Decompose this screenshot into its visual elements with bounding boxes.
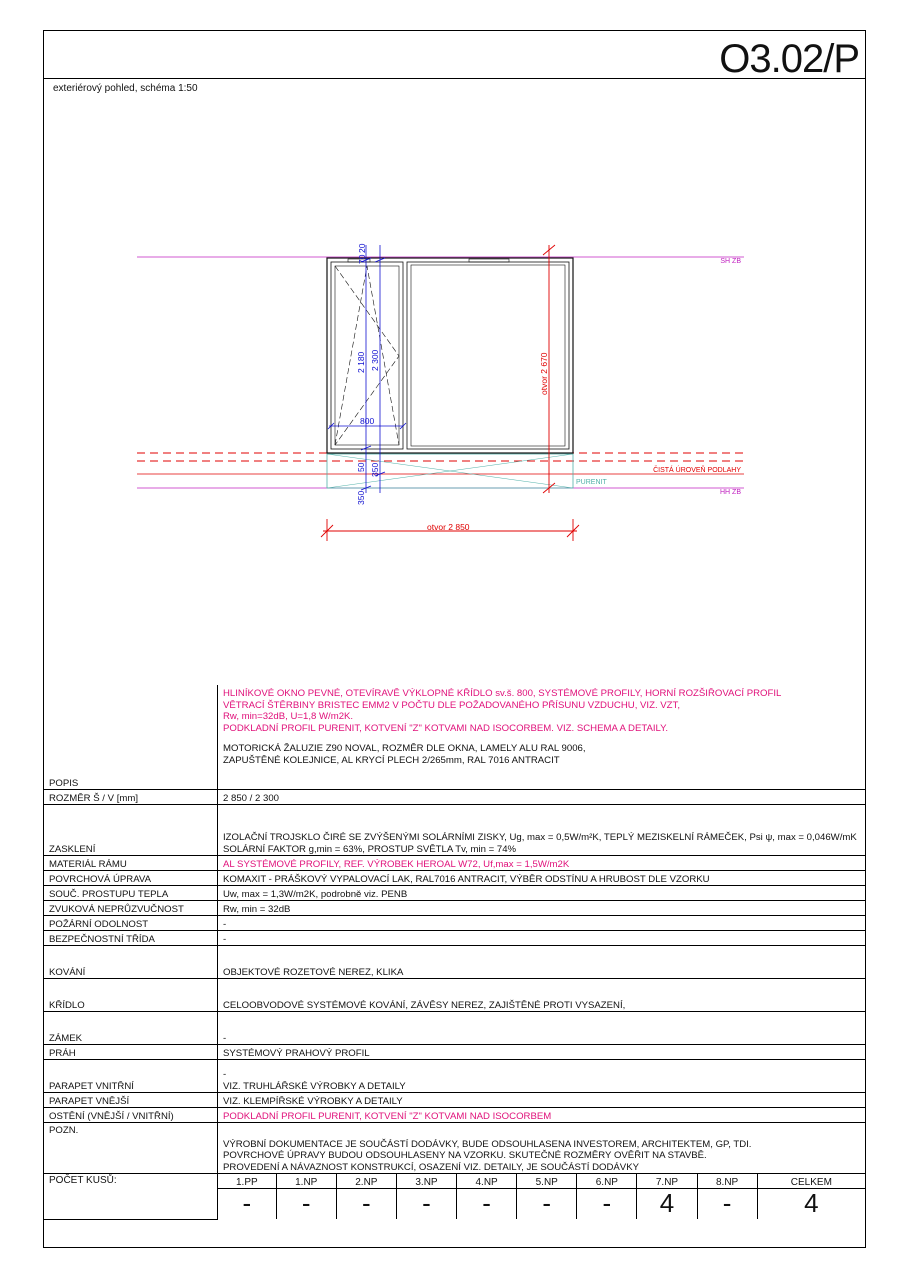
window-elevation-drawing [44,31,865,685]
popis-blind: MOTORICKÁ ŽALUZIE Z90 NOVAL, ROZMĚR DLE OKNA, LAMELY ALU RAL 9006, ZAPUŠTĚNÉ KOLEJNICE, AL KRYCÍ PLECH 2/265mm, RAL 7016 ANTRACIT [223,743,586,766]
floor-header: 8.NP [697,1174,757,1189]
row-pozar [44,916,865,931]
floor-header: 6.NP [577,1174,637,1189]
label-pocet: POČET KUSŮ: [44,1174,218,1220]
label-pozn: POZN. [44,1123,218,1174]
label-kridlo: KŘÍDLO [44,979,218,1012]
value-parapet-in: - VIZ. TRUHLÁŘSKÉ VÝROBKY A DETAILY [218,1060,866,1093]
level-label-floor: ČISTÁ ÚROVEŇ PODLAHY [653,467,741,474]
row-bezp [44,931,865,946]
specification-table [44,685,865,1220]
row-pocet-header [44,1174,865,1189]
row-zvuk [44,901,865,916]
label-osteni: OSTĚNÍ (VNĚJŠÍ / VNITŘNÍ) [44,1108,218,1123]
label-material: MATERIÁL RÁMU [44,856,218,871]
dim-sash-width: 800 [360,416,375,426]
purenit-label: PURENIT [576,479,607,486]
value-souc: Uw, max = 1,3W/m2K, podrobně viz. PENB [218,886,866,901]
floor-count: - [336,1189,396,1220]
floor-count: 4 [637,1189,697,1220]
row-parapet-out [44,1093,865,1108]
row-kovani [44,946,865,979]
floor-header: 1.NP [276,1174,336,1189]
floor-header: 1.PP [218,1174,277,1189]
dim-top-70: 70 [357,254,367,264]
value-osteni: PODKLADNÍ PROFIL PURENIT, KOTVENÍ "Z" KOTVAMI NAD ISOCORBEM [218,1108,866,1123]
element-code: O3.02/P [719,37,859,81]
dim-opening-height: otvor 2 670 [539,352,549,395]
vent-slot-right [469,259,509,262]
floor-header: 2.NP [336,1174,396,1189]
label-popis: POPIS [44,685,218,790]
floor-count: - [697,1189,757,1220]
floor-count: - [276,1189,336,1220]
floor-header-total: CELKEM [757,1174,865,1189]
value-zvuk: Rw, min = 32dB [218,901,866,916]
value-rozmer: 2 850 / 2 300 [218,790,866,805]
label-prah: PRÁH [44,1045,218,1060]
row-pozn [44,1123,865,1174]
label-parapet-in: PARAPET VNITŘNÍ [44,1060,218,1093]
label-zvuk: ZVUKOVÁ NEPRŮZVUČNOST [44,901,218,916]
value-kridlo: CELOOBVODOVÉ SYSTÉMOVÉ KOVÁNÍ, ZÁVĚSY NEREZ, ZAJIŠTĚNÉ PROTI VYSAZENÍ, [218,979,866,1012]
floor-count: - [396,1189,456,1220]
view-label: exteriérový pohled, schéma 1:50 [53,83,198,94]
row-zamek [44,1012,865,1045]
value-zaskleni: IZOLAČNÍ TROJSKLO ČIRÉ SE ZVÝŠENÝMI SOLÁRNÍMI ZISKY, Ug, max = 0,5W/m²K, TEPLÝ MEZISKELNÍ RÁMEČEK, Psi ψ, max = 0,046W/mK SOLÁRNÍ FAKTOR g,min = 63%, PROSTUP SVĚTLA Tv, min = 74% [218,805,866,856]
value-parapet-out: VIZ. KLEMPÍŘSKÉ VÝROBKY A DETAILY [218,1093,866,1108]
floor-header: 3.NP [396,1174,456,1189]
floor-header: 4.NP [457,1174,517,1189]
label-parapet-out: PARAPET VNĚJŠÍ [44,1093,218,1108]
label-rozmer: ROZMĚR Š / V [mm] [44,790,218,805]
row-material [44,856,865,871]
row-souc [44,886,865,901]
floor-count-total: 4 [757,1189,865,1220]
row-popis [44,685,865,790]
label-kovani: KOVÁNÍ [44,946,218,979]
dim-total-height: 2 300 [370,349,380,371]
label-bezp: BEZPEČNOSTNÍ TŘÍDA [44,931,218,946]
value-material: AL SYSTÉMOVÉ PROFILY, REF. VÝROBEK HEROAL W72, Uf,max = 1,5W/m2K [218,856,866,871]
floor-count: - [577,1189,637,1220]
row-povrch [44,871,865,886]
label-souc: SOUČ. PROSTUPU TEPLA [44,886,218,901]
row-osteni [44,1108,865,1123]
row-prah [44,1045,865,1060]
dim-sill-350-b: 350 [356,490,366,505]
dim-top-20: 20 [357,243,367,253]
label-pozar: POŽÁRNÍ ODOLNOST [44,916,218,931]
dim-opening-width: otvor 2 850 [427,522,470,532]
popis-description: HLINÍKOVÉ OKNO PEVNÉ, OTEVÍRAVĚ VÝKLOPNÉ KŘÍDLO sv.š. 800, SYSTÉMOVÉ PROFILY, HORNÍ ROZŠIŘOVACÍ PROFIL VĚTRACÍ ŠTĚRBINY BRISTEC EMM2 V POČTU DLE POŽADOVANÉHO PŘÍSUNU VZDUCHU, VIZ. VZT, Rw, min=32dB, U=1,8 W/m2K. PODKLADNÍ PROFIL PURENIT, KOTVENÍ "Z" KOTVAMI NAD ISOCORBEM. VIZ. SCHEMA A DETAILY. [223,688,782,734]
value-pozar: - [218,916,866,931]
floor-header: 5.NP [517,1174,577,1189]
row-parapet-in [44,1060,865,1093]
floor-count: - [218,1189,277,1220]
floor-count: - [517,1189,577,1220]
dim-sash-height: 2 180 [356,351,366,373]
value-pozn: VÝROBNÍ DOKUMENTACE JE SOUČÁSTÍ DODÁVKY, BUDE ODSOUHLASENA INVESTOREM, ARCHITEKTEM, GP, TDI. POVRCHOVÉ ÚPRAVY BUDOU ODSOUHLASENY NA VZORKU. SKUTEČNÉ ROZMĚRY OVĚŘIT NA STAVBĚ. PROVEDENÍ A NÁVAZNOST KONSTRUKCÍ, OSAZENÍ VIZ. DETAILY, JE SOUČÁSTÍ DODÁVKY [218,1123,866,1174]
floor-header: 7.NP [637,1174,697,1189]
drawing-sheet [43,30,866,1248]
row-rozmer [44,790,865,805]
value-kovani: OBJEKTOVÉ ROZETOVÉ NEREZ, KLIKA [218,946,866,979]
label-zamek: ZÁMEK [44,1012,218,1045]
level-label-sh: SH ZB [720,258,741,265]
value-povrch: KOMAXIT - PRÁŠKOVÝ VYPALOVACÍ LAK, RAL7016 ANTRACIT, VÝBĚR ODSTÍNU A HRUBOST DLE VZORKU [218,871,866,886]
row-kridlo [44,979,865,1012]
level-label-hh: HH ZB [720,489,741,496]
dim-sill-350-a: 350 [370,462,380,477]
value-prah: SYSTÉMOVÝ PRAHOVÝ PROFIL [218,1045,866,1060]
row-zaskleni [44,805,865,856]
value-bezp: - [218,931,866,946]
value-zamek: - [218,1012,866,1045]
label-zaskleni: ZASKLENÍ [44,805,218,856]
dim-sill-50: 50 [356,462,366,472]
label-povrch: POVRCHOVÁ ÚPRAVA [44,871,218,886]
floor-count: - [457,1189,517,1220]
